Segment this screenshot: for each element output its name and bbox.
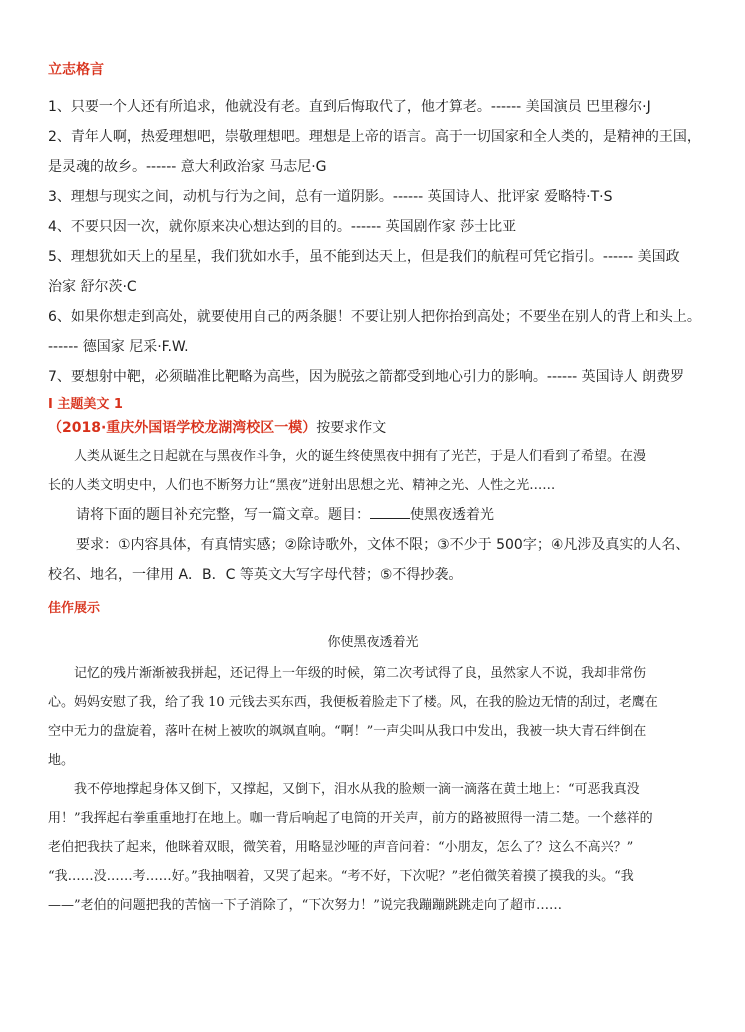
essay-paragraph-2 [48,775,698,920]
essay-line: 记忆的残片渐渐被我拼起，还记得上一年级的时候，第二次考试得了良，虽然家人不说，我却非常伤 [74,666,647,681]
prompt-requirements [48,530,698,590]
motto-line: 6、如果你想走到高处，就要使用自己的两条腿！不要让别人把你抬到高处；不要坐在别人的背上和头上。 [48,309,701,325]
essay-title: 你使黑夜透着光 [327,635,419,650]
motto-line: 1、只要一个人还有所追求，他就没有老。直到后悔取代了，他才算老。------ 美国演员 巴里穆尔·J [48,99,651,115]
prompt-intro-line: 人类从诞生之日起就在与黑夜作斗争，火的诞生终使黑夜中拥有了光芒，于是人们看到了希望。在漫 [74,449,647,464]
essay-line: 空中无力的盘旋着，落叶在树上被吹的飒飒直响。“啊！”一声尖叫从我口中发出，我被一块大青石绊倒在 [48,724,647,739]
motto-line: 4、不要只因一次，就你原来决心想达到的目的。------ 英国剧作家 莎士比亚 [48,219,517,235]
document-page [48,60,701,920]
prompt-source-exam: （2018·重庆外国语学校龙湖湾校区一模） [48,420,317,436]
essay-line: 用！”我挥起右拳重重地打在地上。咖一背后响起了电筒的开关声，前方的路被照得一清二楚。一个慈祥的 [48,811,653,826]
prompt-intro [48,442,698,500]
motto-line: ------ 德国家 尼采·F.W. [48,339,189,355]
motto-line: 3、理想与现实之间，动机与行为之间，总有一道阴影。------ 英国诗人、批评家 爱略特·T·S [48,189,613,205]
essay-line: 地。 [48,753,75,768]
prompt-task [48,500,698,530]
motto-line: 是灵魂的故乡。------ 意大利政治家 马志尼·G [48,159,327,175]
task-prefix: 请将下面的题目补充完整，写一篇文章。题目： [76,507,370,523]
motto-line: 5、理想犹如天上的星星，我们犹如水手，虽不能到达天上，但是我们的航程可凭它指引。------ 美国政 [48,249,680,265]
prompt-source-instruction: 按要求作文 [316,420,387,436]
motto-line: 2、青年人啊，热爱理想吧，崇敬理想吧。理想是上帝的语言。高于一切国家和全人类的，是精神的王国， [48,129,701,145]
title-blank [370,506,410,519]
essay-line: “我……没……考……好。”我抽咽着，又哭了起来。“考不好，下次呢？”老伯微笑着摸了摸我的头。“我 [48,869,634,884]
showcase-heading: 佳作展示 [48,601,101,616]
prompt-source [48,416,698,440]
motto-line: 治家 舒尔茨·C [48,279,137,295]
requirement-line: 校名、地名，一律用 A．B．C 等英文大写字母代替；⑤不得抄袭。 [48,567,463,583]
motto-line: 7、要想射中靶，必须瞄准比靶略为高些，因为脱弦之箭都受到地心引力的影响。------ 英国诗人 朗费罗 [48,369,685,385]
essay-paragraph-1 [48,659,698,775]
prompt-intro-line: 长的人类文明史中，人们也不断努力让“黑夜”迸射出思想之光、精神之光、人性之光…… [48,478,556,493]
essay-line: 老伯把我扶了起来，他眯着双眼，微笑着，用略显沙哑的声音问着：“小朋友，怎么了？这么不高兴？” [48,840,634,855]
essay-line: ——”老伯的问题把我的苦恼一下子消除了，“下次努力！”说完我蹦蹦跳跳走向了超市…… [48,898,562,913]
essay-line: 心。妈妈安慰了我，给了我 10 元钱去买东西，我便板着脸走下了楼。风，在我的脸边无情的刮过，老鹰在 [48,695,658,710]
requirement-line: 要求：①内容具体，有真情实感；②除诗歌外，文体不限；③不少于 500字；④凡涉及真实的人名、 [76,537,690,553]
theme-heading: I 主题美文 1 [48,397,123,412]
motto-list [48,92,701,392]
task-suffix: 使黑夜透着光 [410,507,494,523]
motto-heading: 立志格言 [48,62,104,78]
essay-line: 我不停地撑起身体又倒下，又撑起，又倒下，泪水从我的脸颊一滴一滴落在黄土地上：“可恶我真没 [74,782,640,797]
